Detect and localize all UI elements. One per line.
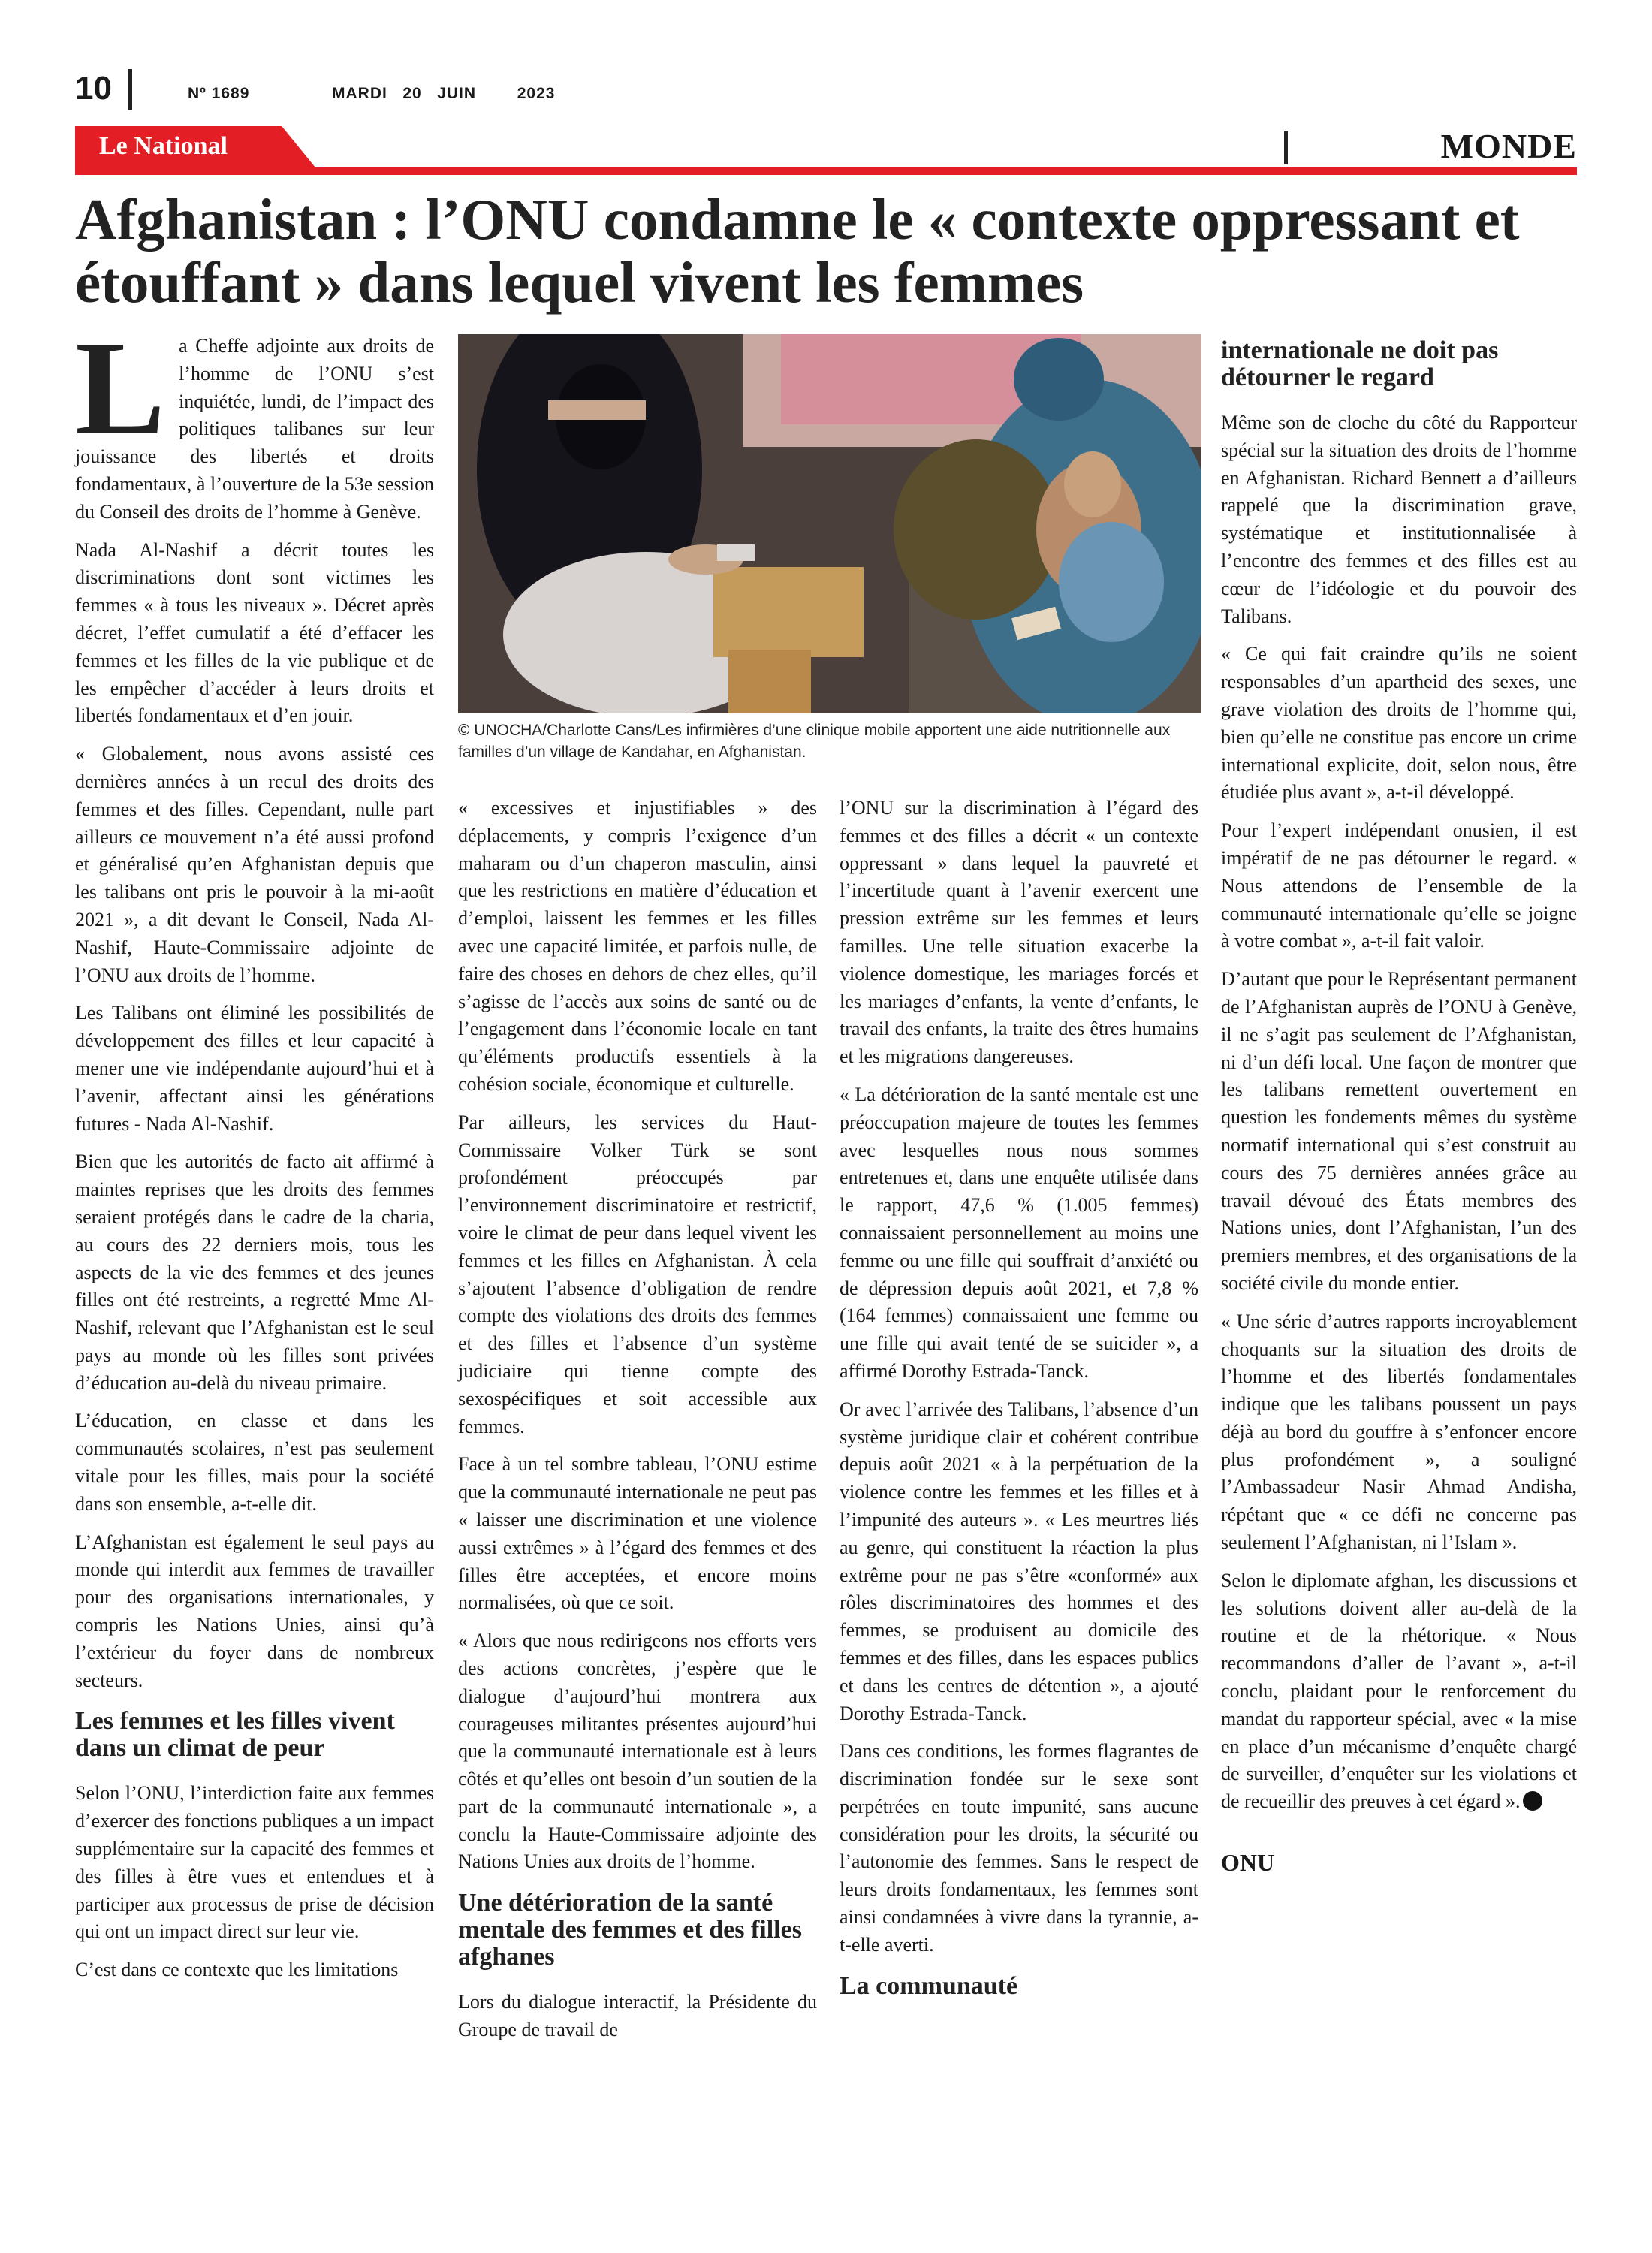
page-number: 10 (75, 70, 112, 107)
subheading: Les femmes et les filles vivent dans un climat de peur (75, 1707, 395, 1763)
paragraph: « Globalement, nous avons assisté ces dernières années à un recul des droits des femmes et des filles. Cependant, nulle part ailleurs ce mouvement n’a été aussi profond et généralisé qu’en Afghanistan depuis que les talibans ont pris le pouvoir à la mi-août 2021 », a dit devant le Conseil, Nada Al-Nashif, Haute-Commissaire adjointe de l’ONU aux droits de l’homme. (75, 743, 434, 986)
paragraph: Bien que les autorités de facto ait affirmé à maintes reprises que les droits des femmes seraient protégés dans le cadre de la charia, au cours des 22 derniers mois, tous les aspects de la vie des femmes et des jeunes filles ont été restreints, a regretté Mme Al-Nashif, relevant que l’Afghanistan est le seul pays au monde où les filles sont privées d’éducation au-delà du niveau primaire. (75, 1151, 434, 1394)
article-column-2 (458, 795, 817, 2055)
paragraph: Par ailleurs, les services du Haut-Commissaire Volker Türk se sont profondément préoccupés par l’environnement discriminatoire et restrictif, voire le climat de peur dans lequel vivent les femmes et les filles en Afghanistan. À cela s’ajoutent l’absence d’obligation de rendre compte des violations des droits des femmes et des filles et l’absence d’un système judiciaire qui tienne compte des sexospécifiques et soit accessible aux femmes. (458, 1111, 817, 1437)
paragraph: Pour l’expert indépendant onusien, il est impératif de ne pas détourner le regard. « Nous attendons de l’ensemble de la communauté internationale qu’elle se joigne à votre combat », a-t-il fait valoir. (1221, 819, 1577, 952)
paragraph: Or avec l’arrivée des Talibans, l’absence d’un système juridique clair et cohérent contribue depuis août 2021 « à la perpétuation de la violence contre les femmes et les filles et à l’impunité des auteurs ». « Les meurtres liés au genre, qui constituent la réaction la plus extrême pour ne pas s’être «conformé» aux rôles discriminatoires des hommes et des femmes, se produisent au domicile des femmes et des filles, dans les espaces publics et dans les centres de détention », a ajouté Dorothy Estrada-Tanck. (840, 1398, 1198, 1724)
paragraph: a Cheffe adjointe aux droits de l’homme de l’ONU s’est inquiétée, lundi, de l’impact des politiques talibanes sur leur jouissance des libertés et droits fondamentaux, à l’ouverture de la 53e session du Conseil des droits de l’homme à Genève. (75, 335, 434, 523)
paragraph: « Alors que nous redirigeons nos efforts vers des actions concrètes, j’espère que le dialogue d’aujourd’hui montrera aux courageuses militantes présentes aujourd’hui que la communauté internationale est à leurs côtés et qu’elles ont besoin d’un soutien de la part de la communauté internationale », a conclu la Haute-Commissaire adjointe des Nations Unies aux droits de l’homme. (458, 1630, 817, 1873)
article-signature: ONU (1221, 1849, 1275, 1877)
issue-number: Nº 1689 (188, 85, 250, 102)
paragraph: Face à un tel sombre tableau, l’ONU estime que la communauté internationale ne peut pas « laisser une discrimination et une violence aussi extrêmes » à l’égard des femmes et des filles être acceptées, et encore moins normalisées, où que ce soit. (458, 1453, 817, 1614)
paragraph: L’éducation, en classe et dans les communautés scolaires, n’est pas seulement vitale pour les filles, mais pour la société dans son ensemble, a-t-elle dit. (75, 1410, 434, 1515)
subheading: internationale ne doit pas détourner le regard (1221, 336, 1499, 391)
paragraph: Nada Al-Nashif a décrit toutes les discriminations dont sont victimes les femmes « à tous les niveaux ». Décret après décret, l’effet cumulatif a été d’effacer les femmes et les filles de la vie publique et de les empêcher d’accéder à leurs droits et libertés fondamentaux et d’en jouir. (75, 538, 434, 727)
subheading: Une détérioration de la santé mentale des femmes et des filles afghanes (458, 1889, 802, 1971)
paragraph: « Ce qui fait craindre qu’ils ne soient responsables d’un apartheid des sexes, une grave violation des droits de l’homme qui, bien qu’elle ne constitue pas encore un crime international explicite, doit, selon nous, être étudiée plus avant », a-t-il développé. (1221, 643, 1577, 804)
paragraph: Selon le diplomate afghan, les discussions et les solutions doivent aller au-delà de la routine et de la rhétorique. « Nous recommandons d’aller de l’avant », a-t-il conclu, plaidant pour le renforcement du mandat du rapporteur spécial, avec « la mise en place d’un mécanisme d’enquête chargé de surveiller, d’enquêter sur les violations et de recueillir des preuves à cet égard ». (1221, 1569, 1577, 1813)
paragraph: L’Afghanistan est également le seul pays au monde qui interdit aux femmes de travailler pour des organisations internationales, y compris les Nations Unies, ainsi qu’à l’extérieur du foyer dans de nombreux secteurs. (75, 1531, 434, 1691)
article-photo (458, 334, 1201, 713)
header-divider (128, 69, 132, 110)
photo-illustration (458, 334, 1201, 713)
paragraph: l’ONU sur la discrimination à l’égard des femmes et des filles a décrit « un contexte oppressant » dans lequel la pauvreté et l’incertitude quant à l’avenir exercent une pression extrême sur les femmes et leurs familles. Une telle situation exacerbe la violence domestique, les mariages forcés et les mariages d’enfants, la vente d’enfants, le travail des enfants, la traite des êtres humains et les migrations dangereuses. (840, 797, 1198, 1068)
paragraph: Même son de cloche du côté du Rapporteur spécial sur la situation des droits de l’homme en Afghanistan. Richard Bennett a d’ailleurs rappelé que la discrimination grave, systématique et institutionnalisée à l’encontre des femmes et des filles est au cœur de l’idéologie et du pouvoir des Talibans. (1221, 412, 1577, 627)
paragraph: Lors du dialogue interactif, la Présidente du Groupe de travail de (458, 1991, 817, 2041)
paragraph: D’autant que pour le Représentant permanent de l’Afghanistan auprès de l’ONU à Genève, il ne s’agit pas seulement de l’Afghanistan, ni d’un défi local. Une façon de montrer que les talibans remettent ouvertement en question les fondements mêmes du système normatif international qui s’est construit au cours des 75 dernières années grâce au travail dévoué des États membres des Nations unies, dont l’Afghanistan, l’un des premiers membres, et des organisations de la société civile du monde entier. (1221, 968, 1577, 1294)
paragraph: « excessives et injustifiables » des déplacements, y compris l’exigence d’un maharam ou d’un chaperon masculin, ainsi que les restrictions en matière d’éducation et d’emploi, laissent les femmes et les filles avec une capacité limitée, et parfois nulle, de faire des choses en dehors de chez elles, qu’il s’agisse de l’accès aux soins de santé ou de l’engagement dans l’économie locale en tant qu’éléments productifs essentiels à la cohésion sociale, économique et culturelle. (458, 797, 817, 1095)
issue-date: MARDI 20 JUIN 2023 (332, 85, 556, 102)
paragraph: Les Talibans ont éliminé les possibilités de développement des filles et leur capacité à mener une vie indépendante aujourd’hui et à l’avenir, affectant ainsi les générations futures - Nada Al-Nashif. (75, 1002, 434, 1135)
paragraph: Selon l’ONU, l’interdiction faite aux femmes d’exercer des fonctions publiques a un impact supplémentaire sur la capacité des femmes et des filles à être vues et entendues et à participer aux processus de prise de décision qui ont un impact direct sur leur vie. (75, 1782, 434, 1943)
header-rule (75, 167, 1577, 175)
photo-caption: © UNOCHA/Charlotte Cans/Les infirmières d’une clinique mobile apportent une aide nutritionnelle aux familles d’un village de Kandahar, en Afghanistan. (458, 722, 1171, 761)
section-divider (1284, 131, 1288, 164)
paragraph: C’est dans ce contexte que les limitations (75, 1959, 399, 1981)
end-of-article-icon (1523, 1791, 1542, 1811)
brand-name: Le National (99, 132, 228, 160)
article-column-3 (840, 795, 1198, 2018)
article-headline: Afghanistan : l’ONU condamne le « contexte oppressant et étouffant » dans lequel vivent les femmes (75, 187, 1520, 315)
paragraph: « La détérioration de la santé mentale est une préoccupation majeure de toutes les femmes avec lesquelles nous nous sommes entretenues et, dans une enquête utilisée dans le rapport, 47,6 % (1.005 femmes) connaissaient personnellement au moins une femme ou une fille qui souffrait d’anxiété ou de dépression depuis août 2021, et 7,8 % (164 femmes) connaissaient une femme ou une fille qui avait tenté de se suicider », a affirmé Dorothy Estrada-Tanck. (840, 1083, 1198, 1382)
article-column-4 (1221, 333, 1577, 1887)
paragraph: « Une série d’autres rapports incroyablement choquants sur la situation des droits de l’homme et des libertés fondamentales indique que les talibans poussent un pays déjà au bord du gouffre à s’enfoncer encore plus profondément », a souligné l’Ambassadeur Nasir Ahmad Andisha, répétant que « ce défi ne concerne pas seulement l’Afghanistan, ni l’Islam ». (1221, 1310, 1577, 1554)
subheading: La communauté (840, 1971, 1018, 2000)
drop-cap: L (75, 313, 166, 463)
article-column-1 (75, 313, 434, 1995)
section-label: MONDE (1440, 127, 1577, 165)
paragraph: Dans ces conditions, les formes flagrantes de discrimination fondée sur le sexe sont perpétrées en toute impunité, sans aucune considération pour les droits, la sécurité ou l’autonomie des femmes. Sans le respect de leurs droits fondamentaux, les femmes sont ainsi condamnées à vivre dans la tyrannie, a-t-elle averti. (840, 1740, 1198, 1956)
